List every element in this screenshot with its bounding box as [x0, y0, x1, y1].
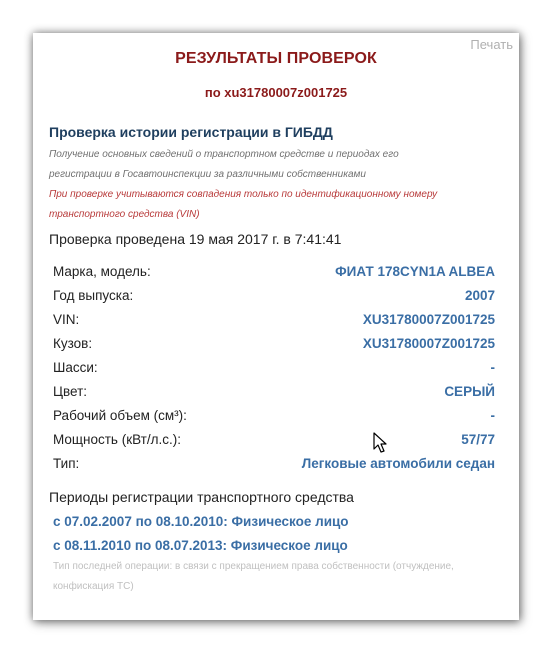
detail-label: Год выпуска: — [53, 287, 134, 303]
detail-row-color — [53, 379, 495, 403]
section-title: Проверка истории регистрации в ГИБДД — [49, 124, 333, 140]
detail-label: Рабочий объем (см³): — [53, 407, 187, 423]
vin-note — [49, 185, 489, 225]
registration-period[interactable]: с 08.11.2010 по 08.07.2013: Физическое лицо — [53, 538, 348, 553]
detail-label: Шасси: — [53, 359, 98, 375]
detail-row-body — [53, 331, 495, 355]
detail-value: СЕРЫЙ — [444, 383, 495, 399]
detail-row-type — [53, 451, 495, 475]
vehicle-details — [53, 259, 495, 475]
detail-label: Кузов: — [53, 335, 93, 351]
note-line: При проверке учитываются совпадения только по идентификационному номеру — [49, 189, 438, 200]
detail-label: Цвет: — [53, 383, 88, 399]
check-timestamp: Проверка проведена 19 мая 2017 г. в 7:41:41 — [49, 231, 342, 247]
detail-label: Тип: — [53, 455, 80, 471]
page-title: РЕЗУЛЬТАТЫ ПРОВЕРОК — [175, 50, 377, 67]
registration-period[interactable]: с 07.02.2007 по 08.10.2010: Физическое лицо — [53, 514, 349, 529]
description-line: регистрации в Госавтоинспекции за различными собственниками — [49, 169, 366, 180]
detail-label: Мощность (кВт/л.с.): — [53, 431, 181, 447]
last-operation-note — [53, 557, 493, 597]
periods-title: Периоды регистрации транспортного средства — [49, 489, 354, 505]
detail-value: Легковые автомобили седан — [301, 455, 495, 471]
detail-value: 57/77 — [461, 431, 495, 447]
detail-label: Марка, модель: — [53, 263, 151, 279]
detail-value: ФИАТ 178CYN1A ALBEA — [335, 263, 495, 279]
mouse-cursor-icon — [373, 432, 389, 454]
detail-row-vin — [53, 307, 495, 331]
last-operation-line: конфискация ТС) — [53, 581, 134, 592]
detail-value: XU31780007Z001725 — [362, 335, 495, 351]
detail-row-year — [53, 283, 495, 307]
print-link[interactable]: Печать — [470, 37, 513, 52]
detail-row-volume — [53, 403, 495, 427]
results-card — [33, 33, 519, 620]
detail-label: VIN: — [53, 311, 80, 327]
detail-value: - — [490, 359, 495, 375]
description-line: Получение основных сведений о транспортном средстве и периодах его — [49, 149, 399, 160]
detail-row-power — [53, 427, 495, 451]
note-line: транспортного средства (VIN) — [49, 209, 200, 220]
last-operation-line: Тип последней операции: в связи с прекращением права собственности (отчуждение, — [53, 561, 454, 572]
detail-row-model — [53, 259, 495, 283]
page-subtitle: по xu31780007z001725 — [204, 85, 348, 100]
detail-row-chassis — [53, 355, 495, 379]
detail-value: 2007 — [464, 287, 495, 303]
detail-value: XU31780007Z001725 — [362, 311, 495, 327]
detail-value: - — [490, 407, 495, 423]
section-description — [49, 145, 489, 185]
